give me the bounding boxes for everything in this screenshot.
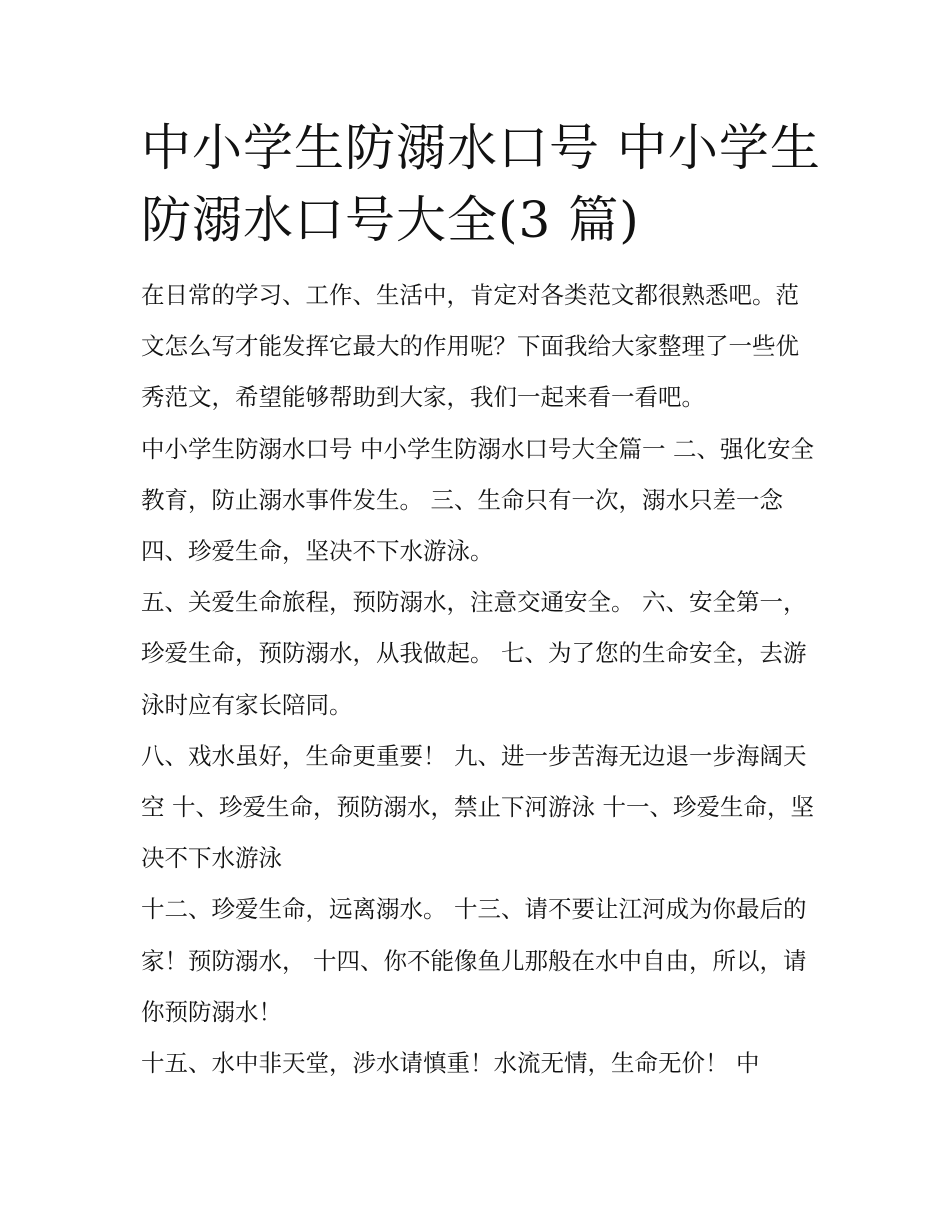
paragraph-slogans-1: 中小学生防溺水口号 中小学生防溺水口号大全篇一 二、强化安全教育，防止溺水事件发生。 三、生命只有一次，溺水只差一念 四、珍爱生命，坚决不下水游泳。 — [141, 434, 814, 566]
paragraph-slogans-2: 五、关爱生命旅程，预防溺水，注意交通安全。 六、安全第一，珍爱生命，预防溺水，从我做起。 七、为了您的生命安全，去游泳时应有家长陪同。 — [141, 588, 807, 719]
paragraph-intro: 在日常的学习、工作、生活中，肯定对各类范文都很熟悉吧。范文怎么写才能发挥它最大的作用呢？下面我给大家整理了一些优秀范文，希望能够帮助到大家，我们一起来看一看吧。 — [141, 281, 799, 412]
paragraph-slogans-4: 十二、珍爱生命，远离溺水。 十三、请不要让江河成为你最后的家！预防溺水， 十四、你不能像鱼儿那般在水中自由，所以，请你预防溺水！ — [141, 895, 807, 1026]
paragraph-slogans-5: 十五、水中非天堂，涉水请慎重！水流无情，生命无价！ 中 — [141, 1049, 760, 1078]
paragraph-slogans-3: 八、戏水虽好，生命更重要！ 九、进一步苦海无边退一步海阔天空 十、珍爱生命，预防溺水，禁止下河游泳 十一、珍爱生命，坚决不下水游泳 — [141, 741, 814, 873]
document-title: 中小学生防溺水口号 中小学生防溺水口号大全(3 篇) — [141, 119, 821, 249]
document-content — [141, 112, 821, 1089]
